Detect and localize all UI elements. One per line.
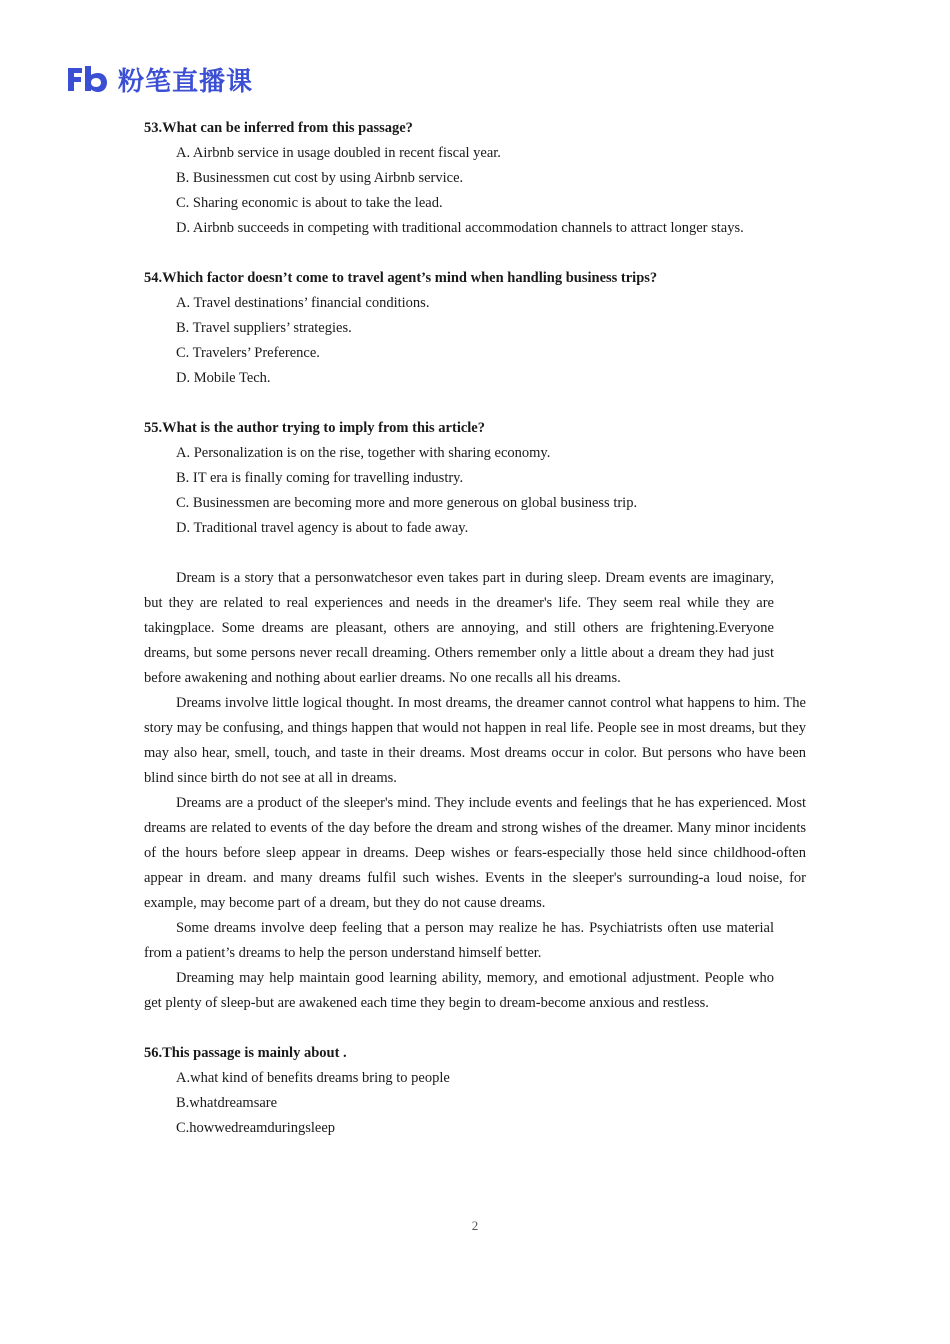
option: B. Travel suppliers’ strategies. [176,320,352,336]
exam-content [144,116,806,1141]
option: B. Businessmen cut cost by using Airbnb service. [176,170,464,186]
reading-passage [144,566,806,1016]
question-55-title: 55.What is the author trying to imply from this article? [144,420,485,436]
option: A.what kind of benefits dreams bring to people [176,1070,450,1086]
option: A. Travel destinations’ financial conditions. [176,295,430,311]
option: C. Sharing economic is about to take the lead. [176,195,443,211]
passage-paragraph: Dreams are a product of the sleeper's mind. They include events and feelings that he has experienced. Most dreams are related to events of the day before the dream and strong wishes of the dreamer. Many minor incidents of the hours before sleep appear in dreams. Deep wishes or fears-especially those held since childhood-often appear in dream. and many dreams fulfil such wishes. Events in the sleeper's surrounding-a loud noise, for example, may become part of a dream, but they do not cause dreams. [144,795,806,911]
option: C. Travelers’ Preference. [176,345,320,361]
question-55 [144,416,806,541]
logo-text: 粉笔直播课 [118,66,254,97]
question-56-title: 56.This passage is mainly about . [144,1045,347,1061]
option: D. Mobile Tech. [176,370,271,386]
option: C.howwedreamduringsleep [176,1120,336,1136]
option: A. Personalization is on the rise, together with sharing economy. [176,445,551,461]
option: D. Traditional travel agency is about to fade away. [176,520,469,536]
passage-paragraph: Dreams involve little logical thought. In most dreams, the dreamer cannot control what happens to him. The story may be confusing, and things happen that would not happen in real life. People see in most dreams, but they may also hear, smell, touch, and taste in their dreams. Most dreams occur in color. But persons who have been blind since birth do not see at all in dreams. [144,695,806,786]
option: B.whatdreamsare [176,1095,278,1111]
option: C. Businessmen are becoming more and more generous on global business trip. [176,495,638,511]
question-54-title: 54.Which factor doesn’t come to travel agent’s mind when handling business trips? [144,270,658,286]
passage-paragraph: Dream is a story that a personwatchesor even takes part in during sleep. Dream events are imaginary, but they are related to real experiences and needs in the dreamer's life. They seem real while they are takingplace. Some dreams are pleasant, others are annoying, and still others are frightening.Everyone dreams, but some persons never recall dreaming. Others remember only a little about a dream they had just before awakening and nothing about earlier dreams. No one recalls all his dreams. [144,570,774,686]
question-53-title: 53.What can be inferred from this passage? [144,120,413,136]
question-54 [144,266,806,391]
fb-logo-icon [66,64,108,94]
option: A. Airbnb service in usage doubled in recent fiscal year. [176,145,501,161]
question-53 [144,116,806,241]
brand-logo [66,62,253,96]
option: B. IT era is finally coming for travelling industry. [176,470,464,486]
option: D. Airbnb succeeds in competing with traditional accommodation channels to attract longer stays. [176,220,744,236]
passage-paragraph: Dreaming may help maintain good learning ability, memory, and emotional adjustment. People who get plenty of sleep-but are awakened each time they begin to dream-become anxious and restless. [144,970,774,1011]
question-56 [144,1041,806,1141]
page-number: 2 [471,1218,479,1233]
passage-paragraph: Some dreams involve deep feeling that a person may realize he has. Psychiatrists often use material from a patient’s dreams to help the person understand himself better. [144,920,774,961]
